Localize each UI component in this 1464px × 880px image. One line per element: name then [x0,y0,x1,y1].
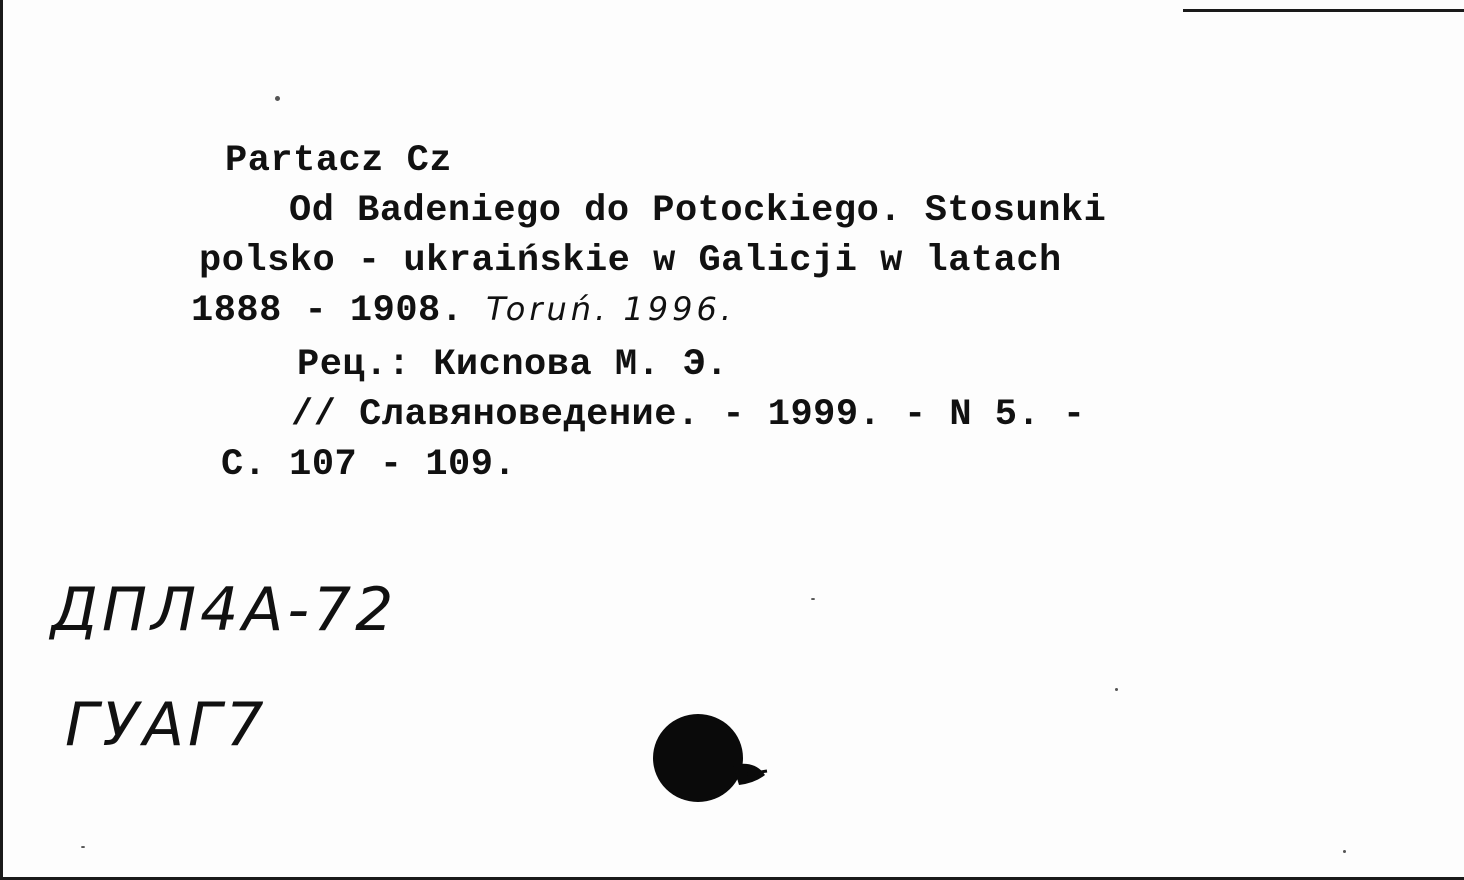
paper-speck [275,96,280,101]
title-line-1: Od Badeniego do Potockiego. Stosunki [289,190,1107,232]
years-text: 1888 - 1908. [191,290,464,332]
review-pages: С. 107 - 109. [221,444,517,486]
author-name: Partacz Cz [225,140,453,182]
card-top-edge [1183,0,1464,12]
title-line-2: polsko - ukraińskie w Galicji w latach [199,240,1062,282]
paper-speck [1343,850,1346,853]
paper-speck [811,598,815,600]
shelf-mark-line-1: ДПЛ4А-72 [51,575,398,645]
review-journal: // Славяноведение. - 1999. - N 5. - [291,394,1086,436]
punch-hole-icon [643,705,793,815]
paper-speck [1115,688,1118,691]
shelf-mark-line-2: ГУАГ7 [65,690,268,760]
publication-place-year-handwritten: Toruń. 1996. [486,290,736,328]
paper-speck [81,846,85,848]
review-author: Рец.: Кисnова М. Э. [297,344,729,386]
title-line-3 [191,290,735,332]
